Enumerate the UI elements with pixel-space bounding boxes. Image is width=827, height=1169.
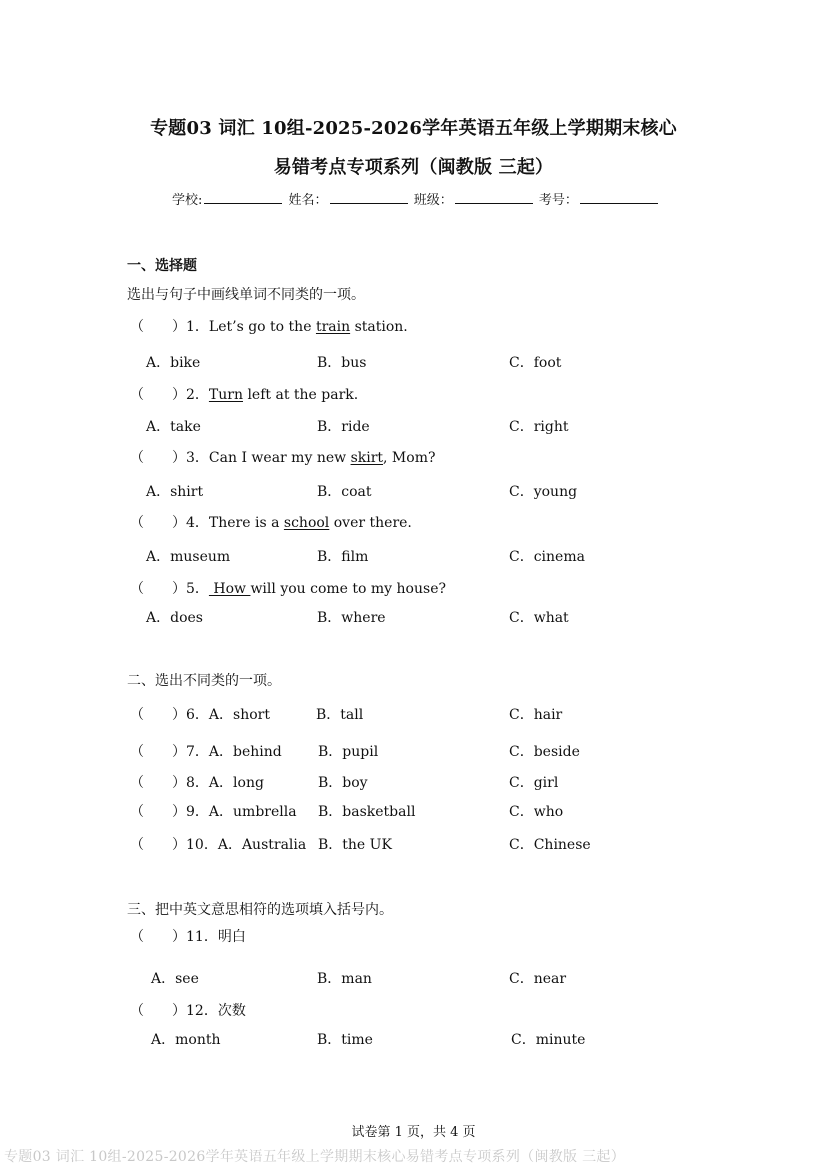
section1-heading: 一、选择题	[127, 258, 197, 274]
section3-heading: 三、把中英文意思相符的选项填入括号内。	[127, 902, 393, 918]
question-8	[130, 772, 264, 792]
page-footer: 试卷第 1 页，共 4 页	[351, 1125, 476, 1140]
option-c: C．young	[509, 484, 578, 500]
question-text: Let’s go to the	[208, 319, 316, 335]
option-c: C．who	[509, 804, 564, 820]
question-text-end: over there.	[329, 515, 412, 531]
question-number: 1．	[186, 319, 209, 335]
answer-paren[interactable]: （ ）	[130, 515, 186, 531]
question-text-end: station.	[350, 319, 408, 335]
option-c: C．minute	[511, 1032, 586, 1048]
option-a: A．behind	[208, 744, 282, 760]
answer-paren[interactable]: （ ）	[130, 744, 186, 760]
option-a: A．museum	[146, 549, 231, 565]
student-info-line	[172, 189, 660, 208]
option-b: B．time	[317, 1032, 373, 1048]
underlined-word: skirt	[350, 450, 384, 466]
answer-paren[interactable]: （ ）	[130, 775, 186, 791]
option-c: C．hair	[509, 707, 563, 723]
name-label: 姓名：	[288, 193, 328, 208]
answer-paren[interactable]: （ ）	[130, 319, 186, 335]
option-c: C．near	[509, 971, 567, 987]
question-text-end: left at the park.	[243, 387, 359, 403]
question-12	[130, 1000, 246, 1020]
option-c: C．beside	[509, 744, 580, 760]
option-b: B．bus	[317, 355, 367, 371]
question-2	[130, 384, 358, 404]
answer-paren[interactable]: （ ）	[130, 929, 186, 945]
question-text-end: , Mom?	[383, 450, 436, 466]
page-title-line1: 专题03 词汇 10组-2025-2026学年英语五年级上学期期末核心	[150, 118, 677, 139]
question-text: 明白	[217, 929, 246, 945]
option-a: A．long	[208, 775, 264, 791]
number-label: 考号：	[538, 193, 578, 208]
option-c: C．right	[509, 419, 569, 435]
option-a: A．shirt	[146, 484, 204, 500]
underlined-word: train	[315, 319, 351, 335]
question-5	[130, 578, 446, 598]
name-blank[interactable]	[330, 191, 408, 204]
answer-paren[interactable]: （ ）	[130, 804, 186, 820]
option-c: C．girl	[509, 775, 559, 791]
question-9	[130, 801, 297, 821]
question-11	[130, 926, 246, 946]
page-title-line2: 易错考点专项系列（闽教版 三起）	[273, 157, 554, 178]
question-10	[130, 834, 306, 854]
option-b: B．pupil	[318, 744, 379, 760]
option-a: A．short	[208, 707, 270, 723]
question-number: 10．	[186, 837, 218, 853]
section1-instruction: 选出与句子中画线单词不同类的一项。	[127, 287, 365, 303]
number-blank[interactable]	[580, 191, 658, 204]
question-text-end: will you come to my house?	[250, 581, 446, 597]
school-label: 学校:	[172, 193, 203, 208]
option-c: C．what	[509, 610, 569, 626]
question-number: 7．	[186, 744, 209, 760]
question-3	[130, 447, 435, 467]
answer-paren[interactable]: （ ）	[130, 837, 186, 853]
answer-paren[interactable]: （ ）	[130, 450, 186, 466]
option-a: A．see	[151, 971, 199, 987]
question-7	[130, 741, 282, 761]
class-blank[interactable]	[455, 191, 533, 204]
question-text: There is a	[208, 515, 284, 531]
option-b: B．where	[317, 610, 386, 626]
question-text: Can I wear my new	[208, 450, 351, 466]
option-b: B．ride	[317, 419, 370, 435]
question-number: 6．	[186, 707, 209, 723]
option-a: A．take	[146, 419, 201, 435]
option-b: B．tall	[316, 707, 364, 723]
option-c: C．cinema	[509, 549, 585, 565]
question-number: 8．	[186, 775, 209, 791]
answer-paren[interactable]: （ ）	[130, 707, 186, 723]
underlined-word: school	[283, 515, 330, 531]
option-a: A．Australia	[217, 837, 307, 853]
watermark-text: 专题03 词汇 10组-2025-2026学年英语五年级上学期期末核心易错考点专项系列（闽教版 三起）	[4, 1149, 625, 1165]
question-number: 4．	[186, 515, 209, 531]
school-blank[interactable]	[204, 191, 282, 204]
question-number: 2．	[186, 387, 209, 403]
question-text: 次数	[217, 1003, 246, 1019]
question-number: 11．	[186, 929, 218, 945]
underlined-word: How	[208, 581, 251, 597]
option-a: A．bike	[146, 355, 201, 371]
question-number: 3．	[186, 450, 209, 466]
question-6	[130, 704, 270, 724]
question-4	[130, 512, 412, 532]
section2-heading: 二、选出不同类的一项。	[127, 673, 281, 689]
option-b: B．man	[317, 971, 372, 987]
option-a: A．umbrella	[208, 804, 297, 820]
option-a: A．does	[146, 610, 203, 626]
option-c: C．Chinese	[509, 837, 591, 853]
option-b: B．film	[317, 549, 369, 565]
option-b: B．boy	[318, 775, 368, 791]
option-c: C．foot	[509, 355, 562, 371]
option-b: B．basketball	[318, 804, 416, 820]
answer-paren[interactable]: （ ）	[130, 581, 186, 597]
question-number: 5．	[186, 581, 209, 597]
option-b: B．the UK	[318, 837, 392, 853]
option-a: A．month	[151, 1032, 221, 1048]
question-1	[130, 316, 408, 336]
underlined-word: Turn	[208, 387, 243, 403]
class-label: 班级：	[413, 193, 453, 208]
answer-paren[interactable]: （ ）	[130, 387, 186, 403]
question-number: 9．	[186, 804, 209, 820]
option-b: B．coat	[317, 484, 372, 500]
answer-paren[interactable]: （ ）	[130, 1003, 186, 1019]
question-number: 12．	[186, 1003, 218, 1019]
